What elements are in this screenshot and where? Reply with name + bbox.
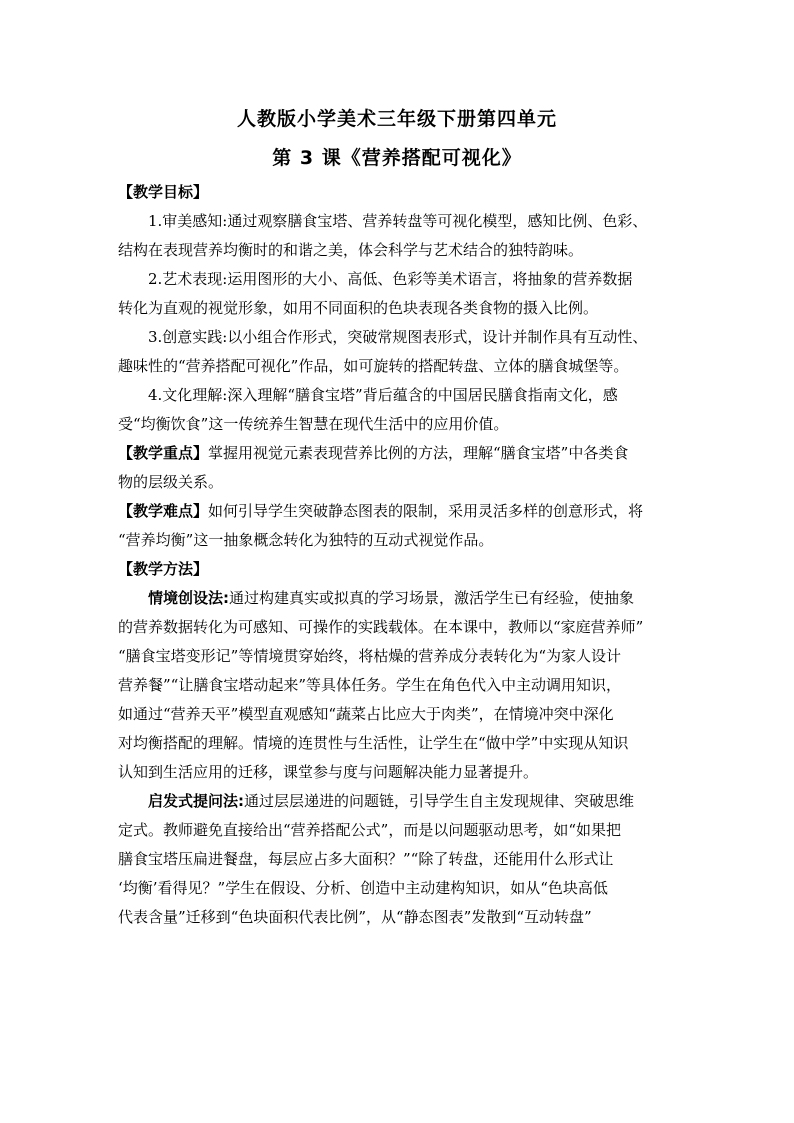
method-label: 情境创设法: bbox=[148, 589, 229, 607]
goal-label: 2.艺术表现: bbox=[148, 270, 228, 288]
difficulty-text: 如何引导学生突破静态图表的限制，采用灵活多样的创意形式，将 bbox=[208, 502, 644, 520]
method-text: 营养餐”“让膳食宝塔动起来”等具体任务。学生在角色代入中主动调用知识， bbox=[118, 676, 622, 694]
section-heading-methods: 【教学方法】 bbox=[118, 560, 209, 578]
goal-item bbox=[118, 265, 684, 323]
method-text: 定式。教师避免直接给出“营养搭配公式”，而是以问题驱动思考，如“如果把 bbox=[118, 821, 622, 839]
key-text: 掌握用视觉元素表现营养比例的方法，理解“膳食宝塔”中各类食 bbox=[208, 444, 629, 462]
goal-text: 通过观察膳食宝塔、营养转盘等可视化模型，感知比例、色彩、 bbox=[227, 212, 648, 230]
section-heading-difficulty: 【教学难点】 bbox=[118, 502, 209, 520]
method-text: 膳食宝塔压扁进餐盘，每层应占多大面积？”“除了转盘，还能用什么形式让 bbox=[118, 850, 614, 868]
method-text: “膳食宝塔变形记”等情境贯穿始终，将枯燥的营养成分表转化为“为家人设计 bbox=[118, 647, 622, 665]
goal-item bbox=[118, 323, 684, 381]
method-text: 如通过“营养天平”模型直观感知“蔬菜占比应大于肉类”，在情境冲突中深化 bbox=[118, 705, 614, 723]
method-text: 的营养数据转化为可感知、可操作的实践载体。在本课中，教师以“家庭营养师” bbox=[118, 618, 644, 636]
key-text: 物的层级关系。 bbox=[118, 473, 224, 491]
goal-label: 3.创意实践: bbox=[148, 328, 228, 346]
method-label: 启发式提问法: bbox=[148, 792, 244, 810]
goal-text: 运用图形的大小、高低、色彩等美术语言，将抽象的营养数据 bbox=[227, 270, 633, 288]
goal-text: 转化为直观的视觉形象，如用不同面积的色块表现各类食物的摄入比例。 bbox=[118, 299, 599, 317]
lesson-title: 第 3 课《营养搭配可视化》 bbox=[272, 147, 522, 169]
method-text: ‘均衡’看得见？”学生在假设、分析、创造中主动建构知识，如从“色块高低 bbox=[118, 879, 608, 897]
method-text: 代表含量”迁移到“色块面积代表比例”，从“静态图表”发散到“互动转盘” bbox=[118, 908, 592, 926]
goal-item bbox=[118, 381, 684, 439]
goal-text: 结构在表现营养均衡时的和谐之美，体会科学与艺术结合的独特韵味。 bbox=[118, 241, 584, 259]
method-text: 通过层层递进的问题链，引导学生自主发现规律、突破思维 bbox=[244, 792, 635, 810]
goal-text: 受“均衡饮食”这一传统养生智慧在现代生活中的应用价值。 bbox=[118, 415, 509, 433]
goal-label: 1.审美感知: bbox=[148, 212, 228, 230]
method-text: 认知到生活应用的迁移，课堂参与度与问题解决能力显著提升。 bbox=[118, 763, 539, 781]
goal-text: 深入理解“膳食宝塔”背后蕴含的中国居民膳食指南文化，感 bbox=[227, 386, 618, 404]
goal-item bbox=[118, 207, 684, 265]
goal-text: 趣味性的“营养搭配可视化”作品，如可旋转的搭配转盘、立体的膳食城堡等。 bbox=[118, 357, 629, 375]
method-paragraph bbox=[118, 787, 684, 932]
document-title: 人教版小学美术三年级下册第四单元 bbox=[236, 108, 557, 130]
difficulty-text: “营养均衡”这一抽象概念转化为独特的互动式视觉作品。 bbox=[118, 531, 494, 549]
section-heading-key: 【教学重点】 bbox=[118, 444, 209, 462]
method-text: 通过构建真实或拟真的学习场景，激活学生已有经验，使抽象 bbox=[229, 589, 635, 607]
section-heading-goals: 【教学目标】 bbox=[118, 183, 209, 201]
document-body bbox=[118, 178, 684, 932]
method-text: 对均衡搭配的理解。情境的连贯性与生活性，让学生在“做中学”中实现从知识 bbox=[118, 734, 629, 752]
goal-text: 以小组合作形式，突破常规图表形式，设计并制作具有互动性、 bbox=[227, 328, 648, 346]
goal-label: 4.文化理解: bbox=[148, 386, 228, 404]
method-paragraph bbox=[118, 584, 684, 787]
